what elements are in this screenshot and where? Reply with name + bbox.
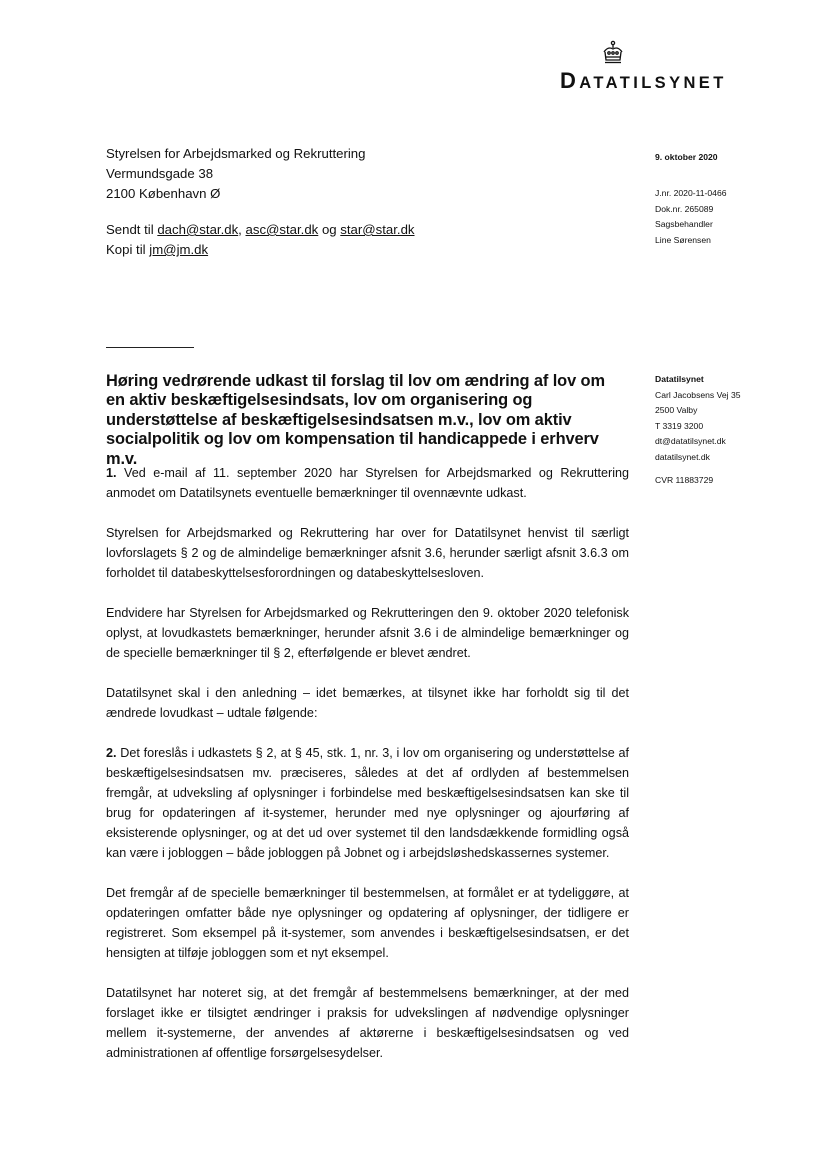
- distribution-block: [106, 220, 415, 260]
- datatilsynet-logo: [560, 40, 755, 96]
- paragraph-6: Det fremgår af de specielle bemærkninger til bestemmelsen, at formålet er at tydeliggøre, at opdateringen omfatter både nye oplysninger og opdatering af oplysninger, der tidligere er registreret. Som eksempel på it-systemer, som anvendes i beskæftigelsesindsatsen, er det hensigten at tilføje jobloggen som et nyt eksempel.: [106, 886, 629, 960]
- email-link-asc[interactable]: asc@star.dk: [245, 222, 319, 237]
- sender-cvr: CVR 11883729: [655, 475, 714, 485]
- divider-rule: [106, 347, 194, 348]
- paragraph-4: Datatilsynet skal i den anledning – idet bemærkes, at tilsynet ikke har forholdt sig til det ændrede lovudkast – udtale følgende:: [106, 686, 629, 720]
- document-number: Dok.nr. 265089: [655, 203, 714, 214]
- recipient-city: 2100 København Ø: [106, 186, 221, 201]
- crown-icon: [600, 40, 626, 66]
- sent-to-line: Sendt til dach@star.dk, asc@star.dk og star@star.dk: [106, 222, 415, 237]
- sender-info: [655, 372, 741, 489]
- sender-street: Carl Jacobsens Vej 35: [655, 389, 741, 400]
- paragraph-3: Endvidere har Styrelsen for Arbejdsmarked og Rekrutteringen den 9. oktober 2020 telefonisk oplyst, at lovudkastets bemærkninger, herunder afsnit 3.6 i de almindelige bemærkninger og de specielle bemærkninger til § 2, efterfølgende er blevet ændret.: [106, 606, 629, 660]
- copy-prefix: Kopi til: [106, 242, 146, 257]
- sender-email: dt@datatilsynet.dk: [655, 436, 726, 446]
- recipient-street: Vermundsgade 38: [106, 166, 214, 181]
- case-meta: [655, 186, 727, 248]
- sender-city: 2500 Valby: [655, 405, 698, 415]
- handler-name: Line Sørensen: [655, 234, 711, 245]
- letter-title: Høring vedrørende udkast til forslag til lov om ændring af lov om en aktiv beskæftigelsesindsats, lov om organisering og understøttelse af beskæftigelsesindsatsen m.v., lov om aktiv socialpolitik og lov om kompensation til handicappede i erhverv m.v.: [106, 372, 605, 468]
- logo-wordmark: DATATILSYNET: [560, 68, 727, 93]
- paragraph-7: Datatilsynet har noteret sig, at det fremgår af bestemmelsens bemærkninger, at der med forslaget ikke er tilsigtet ændringer i praksis for udvekslingen af nødvendige oplysninger mellem it-systemerne, der anvendes af aktørerne i beskæftigelsesindsatsen og ved administrationen af offentlige forsørgelsesydelser.: [106, 986, 629, 1060]
- paragraph-1: 1. Ved e-mail af 11. september 2020 har Styrelsen for Arbejdsmarked og Rekruttering anmodet om Datatilsynets eventuelle bemærkninger til ovennævnte udkast.: [106, 466, 629, 500]
- email-link-star[interactable]: star@star.dk: [340, 222, 415, 237]
- sent-prefix: Sendt til: [106, 222, 154, 237]
- paragraph-2: Styrelsen for Arbejdsmarked og Rekruttering har over for Datatilsynet henvist til særligt lovforslagets § 2 og de almindelige bemærkninger afsnit 3.6, herunder særligt afsnit 3.6.3 om forholdet til databeskyttelsesforordningen og databeskyttelsesloven.: [106, 526, 629, 580]
- recipient-address: [106, 144, 365, 204]
- email-link-jm[interactable]: jm@jm.dk: [149, 242, 209, 257]
- handler-label: Sagsbehandler: [655, 219, 713, 229]
- sender-web: datatilsynet.dk: [655, 451, 710, 462]
- letter-date: 9. oktober 2020: [655, 152, 718, 162]
- journal-number: J.nr. 2020-11-0466: [655, 188, 727, 198]
- sender-name: Datatilsynet: [655, 374, 704, 384]
- paragraph-5: 2. Det foreslås i udkastets § 2, at § 45, stk. 1, nr. 3, i lov om organisering og understøttelse af beskæftigelsesindsatsen mv. præciseres, således at det af ordlyden af bestemmelsen fremgår, at udveksling af oplysninger i forbindelse med beskæftigelsesindsatsen kan ske til brug for opdateringen af it-systemer, herunder med nye oplysninger og ajourføring af eksisterende oplysninger, og at det ud over systemet til den landsdækkende formidling også kan være i jobloggen – både jobloggen på Jobnet og i arbejdsløshedskassernes systemer.: [106, 746, 629, 860]
- recipient-name: Styrelsen for Arbejdsmarked og Rekruttering: [106, 146, 366, 161]
- copy-to-line: [106, 240, 415, 260]
- email-link-dach[interactable]: dach@star.dk: [157, 222, 239, 237]
- sender-phone: T 3319 3200: [655, 420, 704, 431]
- letter-body: [106, 463, 629, 1083]
